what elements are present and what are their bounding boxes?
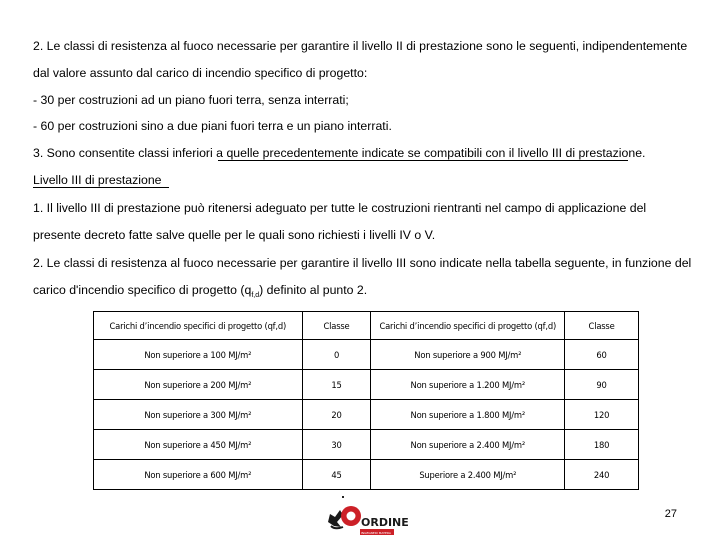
table-cell: Non superiore a 900 MJ/m² <box>371 340 565 370</box>
table-cell: Non superiore a 2.400 MJ/m² <box>371 430 565 460</box>
table-cell: 0 <box>302 340 371 370</box>
logo-dot <box>342 496 344 498</box>
table-cell: Non superiore a 1.800 MJ/m² <box>371 400 565 430</box>
table-cell: 30 <box>302 430 371 460</box>
paragraph-level-ii-classes-cont: dal valore assunto dal carico di incendio specifico di progetto: <box>33 66 368 80</box>
ordine-logo <box>325 495 409 540</box>
logo-emblem-icon <box>328 510 343 527</box>
table-cell: Non superiore a 200 MJ/m² <box>94 370 303 400</box>
paragraph-lower-classes <box>33 146 645 160</box>
header-classe-left: Classe <box>302 312 371 340</box>
logo-o-hole <box>347 512 356 521</box>
table-cell: 180 <box>565 430 639 460</box>
list-item-60: - 60 per costruzioni sino a due piani fuori terra e un piano interrati. <box>33 119 392 133</box>
header-carichi-left: Carichi d’incendio specifici di progetto (qf,d) <box>94 312 303 340</box>
qfd-subscript: f,d <box>251 292 260 299</box>
table-cell: 120 <box>565 400 639 430</box>
table-row <box>94 370 639 400</box>
punto-text: ) definito al punto 2. <box>259 283 368 297</box>
heading-underline <box>33 187 169 188</box>
table-row <box>94 460 639 490</box>
table-row <box>94 430 639 460</box>
table-cell: Non superiore a 300 MJ/m² <box>94 400 303 430</box>
table-cell: 20 <box>302 400 371 430</box>
table-row <box>94 400 639 430</box>
table-header-row <box>94 312 639 340</box>
underline-rule <box>218 160 628 161</box>
fire-resistance-table <box>93 311 639 490</box>
list-item-30: - 30 per costruzioni ad un piano fuori terra, senza interrati; <box>33 93 349 107</box>
table-cell: Non superiore a 1.200 MJ/m² <box>371 370 565 400</box>
paragraph-level-iii-adequacy-cont: presente decreto fatte salve quelle per le quali sono richiesti i livelli IV o V. <box>33 228 436 242</box>
table-cell: 240 <box>565 460 639 490</box>
table-cell: Non superiore a 450 MJ/m² <box>94 430 303 460</box>
paragraph-level-iii-classes-cont <box>33 283 367 299</box>
header-classe-right: Classe <box>565 312 639 340</box>
carico-text: carico d'incendio specifico di progetto (q <box>33 283 252 297</box>
paragraph-level-iii-classes: 2. Le classi di resistenza al fuoco necessarie per garantire il livello III sono indicate nella tabella seguente, in funzione del <box>33 256 692 270</box>
table-cell: 60 <box>565 340 639 370</box>
section-heading-level-iii: Livello III di prestazione <box>33 173 162 187</box>
paragraph-lower-classes-rest: quelle precedentemente indicate se compatibili con il livello III di prestazione. <box>223 146 646 160</box>
table-cell: Non superiore a 600 MJ/m² <box>94 460 303 490</box>
table-cell: Superiore a 2.400 MJ/m² <box>371 460 565 490</box>
table-row <box>94 340 639 370</box>
table-cell: Non superiore a 100 MJ/m² <box>94 340 303 370</box>
paragraph-level-ii-classes: 2. Le classi di resistenza al fuoco necessarie per garantire il livello II di prestazione sono le seguenti, indipendentemente <box>33 39 688 53</box>
header-carichi-right: Carichi d’incendio specifici di progetto (qf,d) <box>371 312 565 340</box>
paragraph-lower-classes-start: 3. Sono consentite classi inferiori a <box>33 146 224 160</box>
logo-text: ORDINE <box>361 516 409 529</box>
table-cell: 15 <box>302 370 371 400</box>
table-cell: 45 <box>302 460 371 490</box>
logo-subtext: INGEGNERI MATERA <box>361 531 391 535</box>
page-number: 27 <box>664 508 677 520</box>
paragraph-level-iii-adequacy: 1. Il livello III di prestazione può ritenersi adeguato per tutte le costruzioni rientranti nel campo di applicazione del <box>33 201 647 215</box>
table-cell: 90 <box>565 370 639 400</box>
